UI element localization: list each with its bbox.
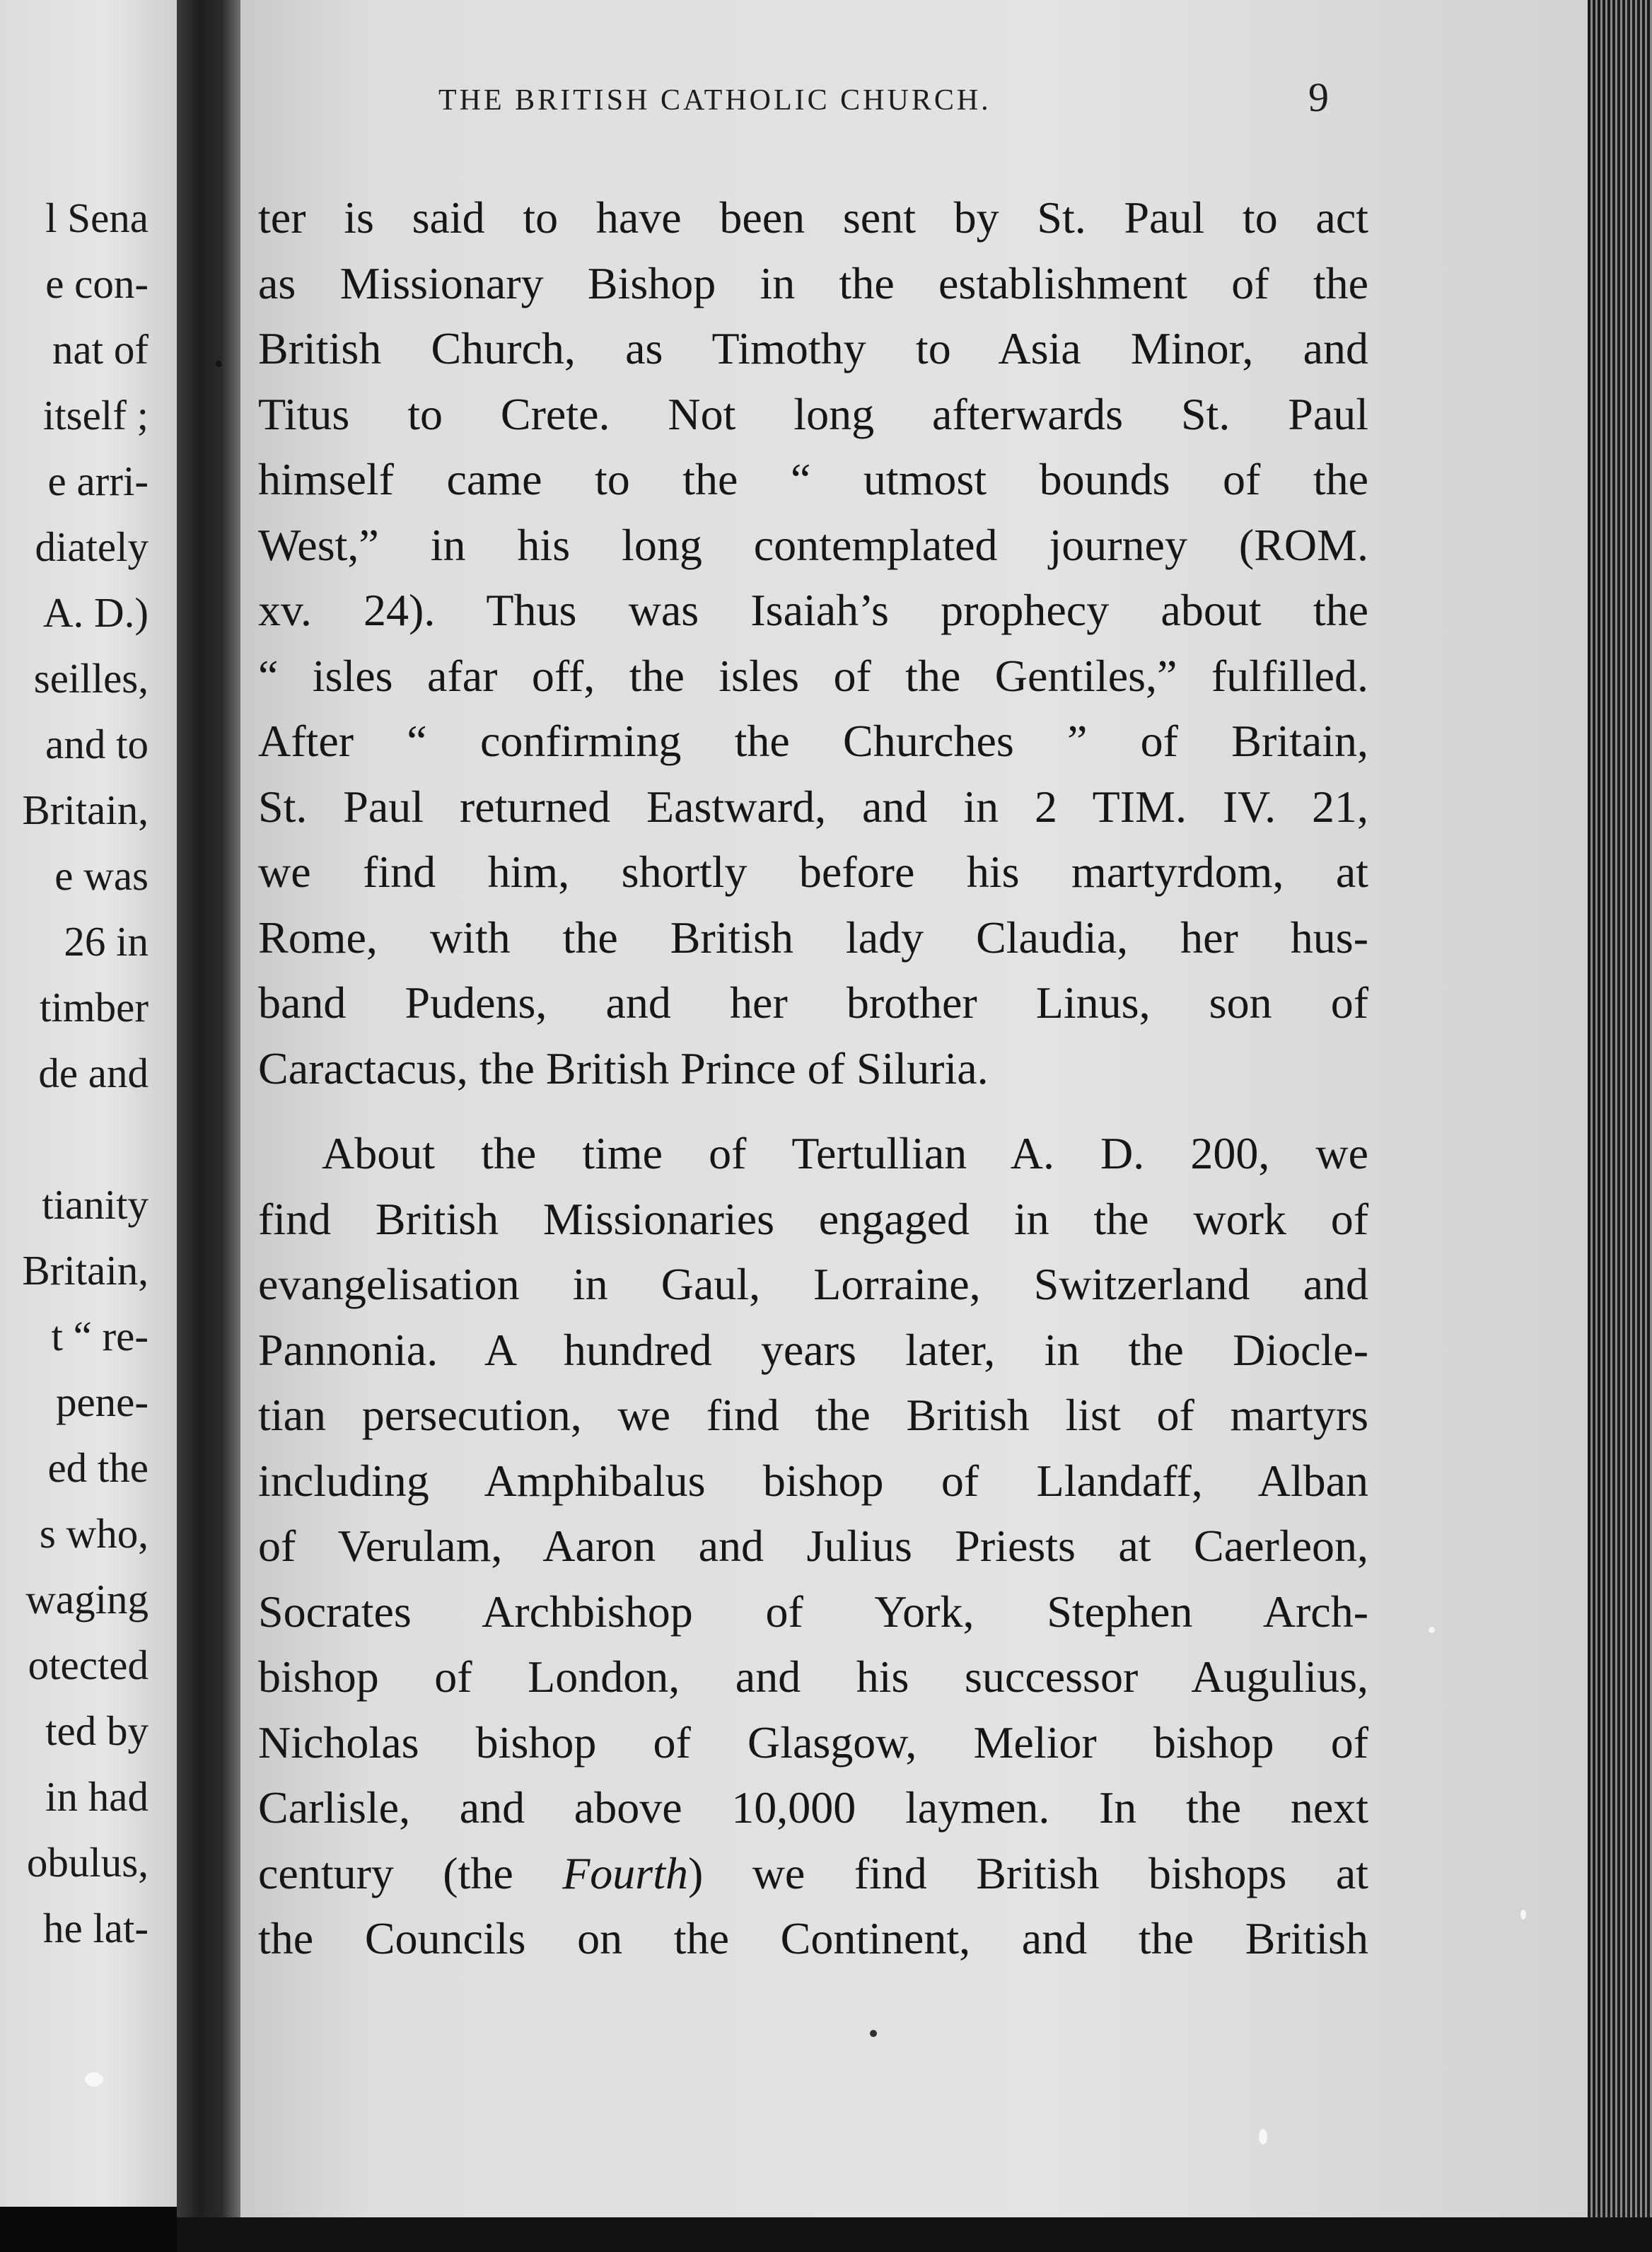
text-line: Carlisle, and above 10,000 laymen. In the next — [258, 1782, 1368, 1833]
text-line: Caractacus, the British Prince of Siluria. — [258, 1043, 989, 1093]
prev-line: s who, — [39, 1510, 149, 1557]
scan-speck — [1520, 1910, 1526, 1920]
prev-line: timber — [39, 984, 149, 1031]
text-line: band Pudens, and her brother Linus, son of — [258, 977, 1368, 1028]
text-line: Rome, with the British lady Claudia, her hus- — [258, 912, 1368, 963]
paragraph-spacer — [258, 1101, 1368, 1121]
prev-line: e arri- — [47, 458, 149, 504]
prev-line: seilles, — [33, 655, 149, 702]
text-line: About the time of Tertullian A. D. 200, we — [322, 1128, 1368, 1178]
prev-line: ed the — [47, 1444, 149, 1491]
prev-line: in had — [45, 1773, 149, 1820]
text-line: Pannonia. A hundred years later, in the Diocle- — [258, 1324, 1368, 1375]
text-line: bishop of London, and his successor Augulius, — [258, 1652, 1368, 1702]
prev-line: otected — [28, 1642, 149, 1688]
page-edges — [1588, 0, 1652, 2252]
text-run: century (the — [258, 1847, 563, 1898]
prev-line: A. D.) — [42, 589, 149, 636]
paragraph-2 — [258, 1121, 1368, 1972]
prev-line: Britain, — [22, 1247, 149, 1294]
text-line: himself came to the “ utmost bounds of the — [258, 454, 1368, 504]
text-line: we find him, shortly before his martyrdom, at — [258, 847, 1368, 897]
text-line: the Councils on the Continent, and the British — [258, 1913, 1368, 1963]
text-line: evangelisation in Gaul, Lorraine, Switzerland and — [258, 1259, 1368, 1309]
text-line: St. Paul returned Eastward, and in 2 TIM. IV. 21, — [258, 781, 1368, 832]
text-line: including Amphibalus bishop of Llandaff, Alban — [258, 1455, 1368, 1506]
prev-line: waging — [25, 1576, 149, 1623]
scan-speck — [216, 361, 222, 367]
text-line: xv. 24). Thus was Isaiah’s prophecy about the — [258, 585, 1368, 635]
text-line: West,” in his long contemplated journey (ROM. — [258, 519, 1368, 570]
prev-line: 26 in — [64, 918, 149, 965]
prev-line: de and — [38, 1050, 149, 1096]
text-line: Titus to Crete. Not long afterwards St. Paul — [258, 388, 1368, 439]
prev-line: itself ; — [42, 392, 149, 439]
text-line: Nicholas bishop of Glasgow, Melior bishop of — [258, 1717, 1368, 1768]
scan-bottom-border — [177, 2217, 1652, 2252]
paragraph-1 — [258, 185, 1368, 1101]
scan-speck — [85, 2072, 103, 2086]
prev-line: ted by — [45, 1707, 149, 1754]
scan-speck — [1429, 1627, 1435, 1633]
text-line: British Church, as Timothy to Asia Minor, and — [258, 323, 1368, 373]
italic-run: Fourth — [562, 1847, 688, 1898]
prev-line: diately — [35, 523, 149, 570]
prev-line: e con- — [45, 260, 149, 307]
prev-line: nat of — [52, 326, 149, 373]
text-line: as Missionary Bishop in the establishment of the — [258, 257, 1368, 308]
scan-speck — [1259, 2129, 1267, 2144]
prev-line: and to — [45, 721, 149, 767]
text-line: After “ confirming the Churches ” of Britain, — [258, 716, 1368, 766]
prev-line: pene- — [55, 1379, 149, 1425]
prev-line — [22, 1106, 149, 1172]
page-number: 9 — [1308, 74, 1329, 120]
prev-line: t “ re- — [51, 1313, 149, 1359]
prev-line: Britain, — [22, 787, 149, 833]
prev-line: l Sena — [45, 195, 149, 241]
text-line: find British Missionaries engaged in the work of — [258, 1193, 1368, 1244]
prev-line: e was — [54, 852, 149, 899]
text-line-with-italic — [258, 1841, 1368, 1907]
text-line: Socrates Archbishop of York, Stephen Arch- — [258, 1586, 1368, 1637]
prev-line: obulus, — [26, 1839, 149, 1886]
text-line: tian persecution, we find the British list of martyrs — [258, 1390, 1368, 1440]
body-text — [258, 185, 1368, 1972]
previous-page-text — [22, 185, 149, 1961]
text-line: of Verulam, Aaron and Julius Priests at Caerleon, — [258, 1521, 1368, 1571]
book-gutter — [177, 0, 240, 2252]
previous-page-fragment — [0, 0, 177, 2207]
prev-line: he lat- — [42, 1905, 149, 1951]
text-line: ter is said to have been sent by St. Paul to act — [258, 192, 1368, 243]
scan-speck — [870, 2030, 877, 2037]
prev-line: tianity — [42, 1181, 149, 1228]
text-line: “ isles afar off, the isles of the Gentiles,” fulfilled. — [258, 650, 1368, 701]
text-run: ) we find British bishops at — [687, 1847, 1369, 1898]
running-head: THE BRITISH CATHOLIC CHURCH. — [438, 84, 991, 117]
